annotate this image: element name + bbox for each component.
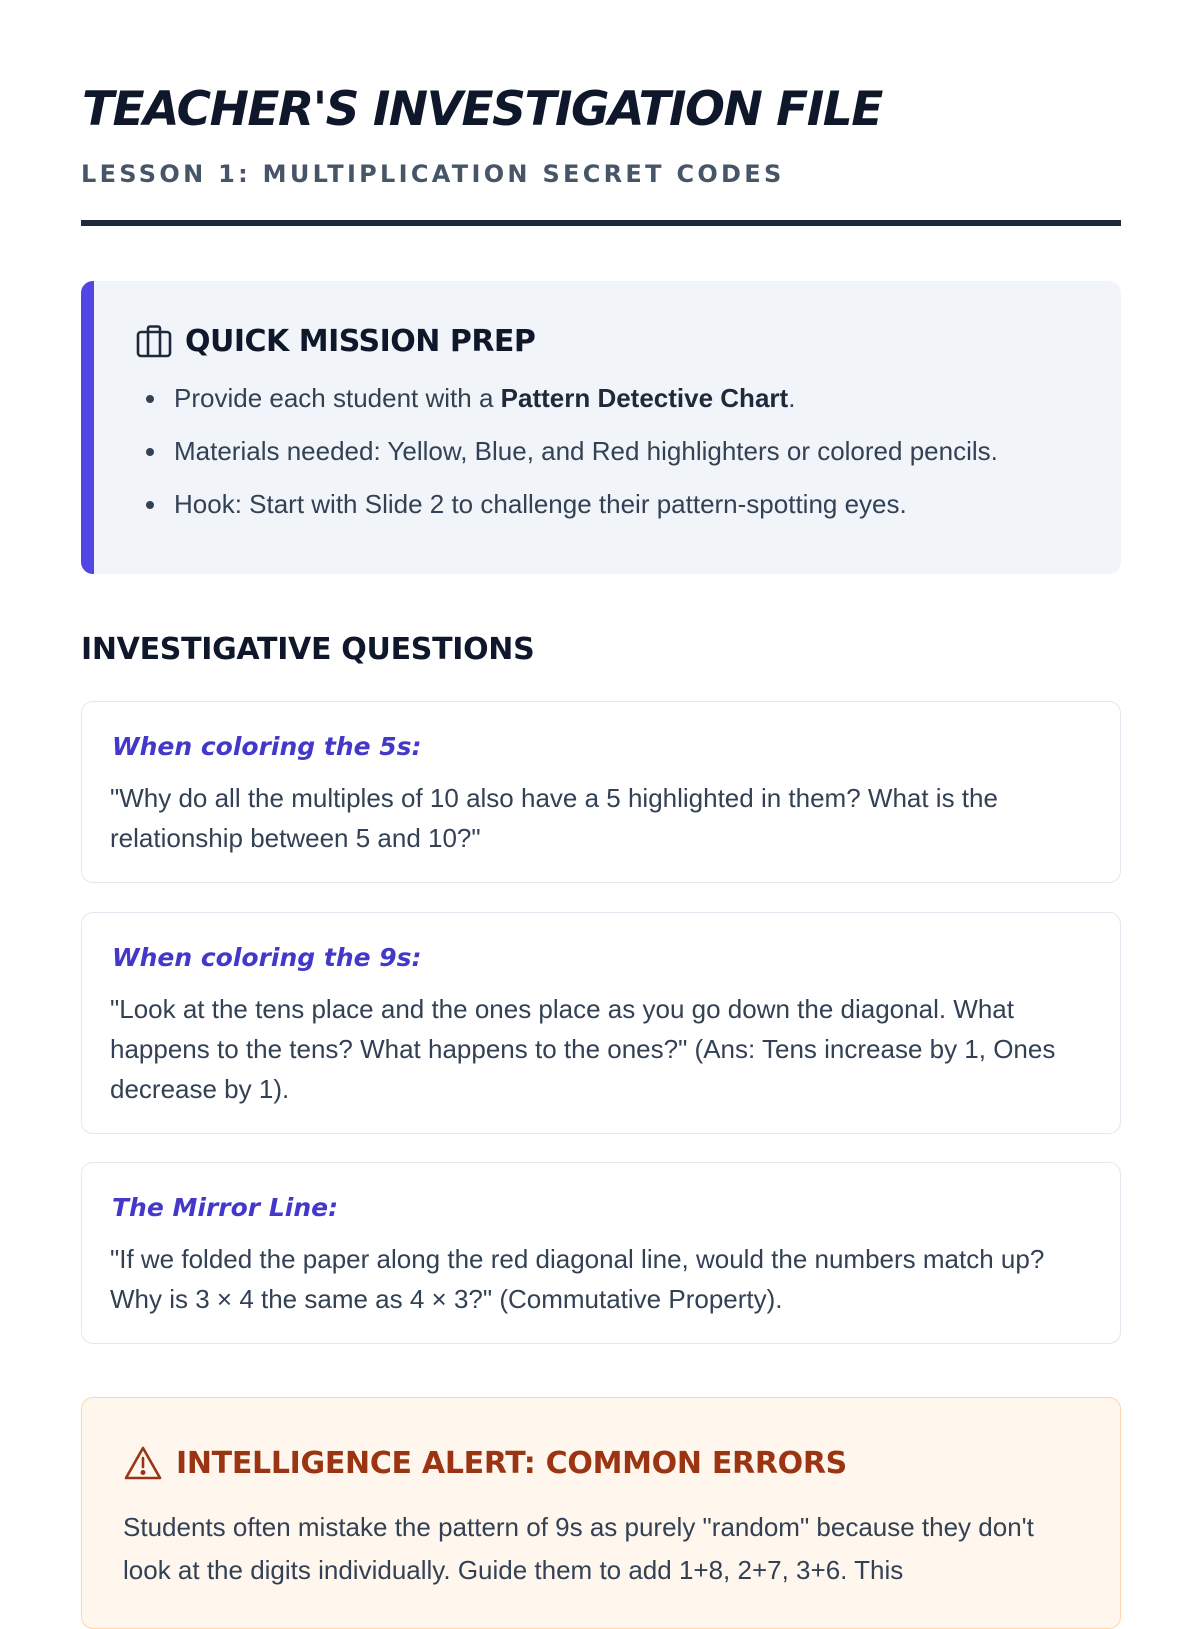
list-item [81, 383, 1121, 436]
list-item: Materials needed: Yellow, Blue, and Red highlighters or colored pencils. [81, 436, 1121, 489]
question-label: The Mirror Line: [112, 1193, 339, 1222]
header-divider [81, 220, 1121, 226]
alert-text: Students often mistake the pattern of 9s as purely "random" because they don't look at the digits individually. Guide them to add 1+8, 2+7, 3+6. This [123, 1512, 1034, 1585]
question-text: "Why do all the multiples of 10 also have a 5 highlighted in them? What is the relationship between 5 and 10?" [110, 783, 998, 853]
question-card-9s [81, 912, 1121, 1134]
investigative-questions-heading: INVESTIGATIVE QUESTIONS [81, 632, 535, 667]
prep-item-text: Provide each student with a [174, 383, 501, 413]
lesson-subtitle: LESSON 1: MULTIPLICATION SECRET CODES [81, 160, 785, 188]
prep-list [81, 383, 1121, 542]
prep-item-bold: Pattern Detective Chart [500, 383, 789, 413]
list-item: Hook: Start with Slide 2 to challenge their pattern-spotting eyes. [81, 489, 1121, 542]
question-label: When coloring the 9s: [112, 943, 422, 972]
question-text: "If we folded the paper along the red diagonal line, would the numbers match up? Why is 3 × 4 the same as 4 × 3?" (Commutative Property). [110, 1244, 1045, 1314]
intelligence-alert-panel [81, 1397, 1121, 1629]
prep-header [135, 321, 535, 361]
warning-triangle-icon [124, 1445, 176, 1481]
question-card-mirror-line [81, 1162, 1121, 1344]
page-title: TEACHER'S INVESTIGATION FILE [82, 82, 882, 137]
briefcase-icon [135, 323, 185, 359]
prep-item-text: . [788, 383, 796, 413]
question-label: When coloring the 5s: [112, 732, 422, 761]
alert-title: INTELLIGENCE ALERT: COMMON ERRORS [176, 1445, 847, 1481]
quick-mission-prep-panel [81, 281, 1121, 574]
question-card-5s [81, 701, 1121, 883]
question-text: "Look at the tens place and the ones place as you go down the diagonal. What happens to the tens? What happens to the ones?" (Ans: Tens increase by 1, Ones decrease by 1). [110, 994, 1056, 1104]
prep-title: QUICK MISSION PREP [185, 323, 536, 359]
alert-header [124, 1442, 847, 1484]
